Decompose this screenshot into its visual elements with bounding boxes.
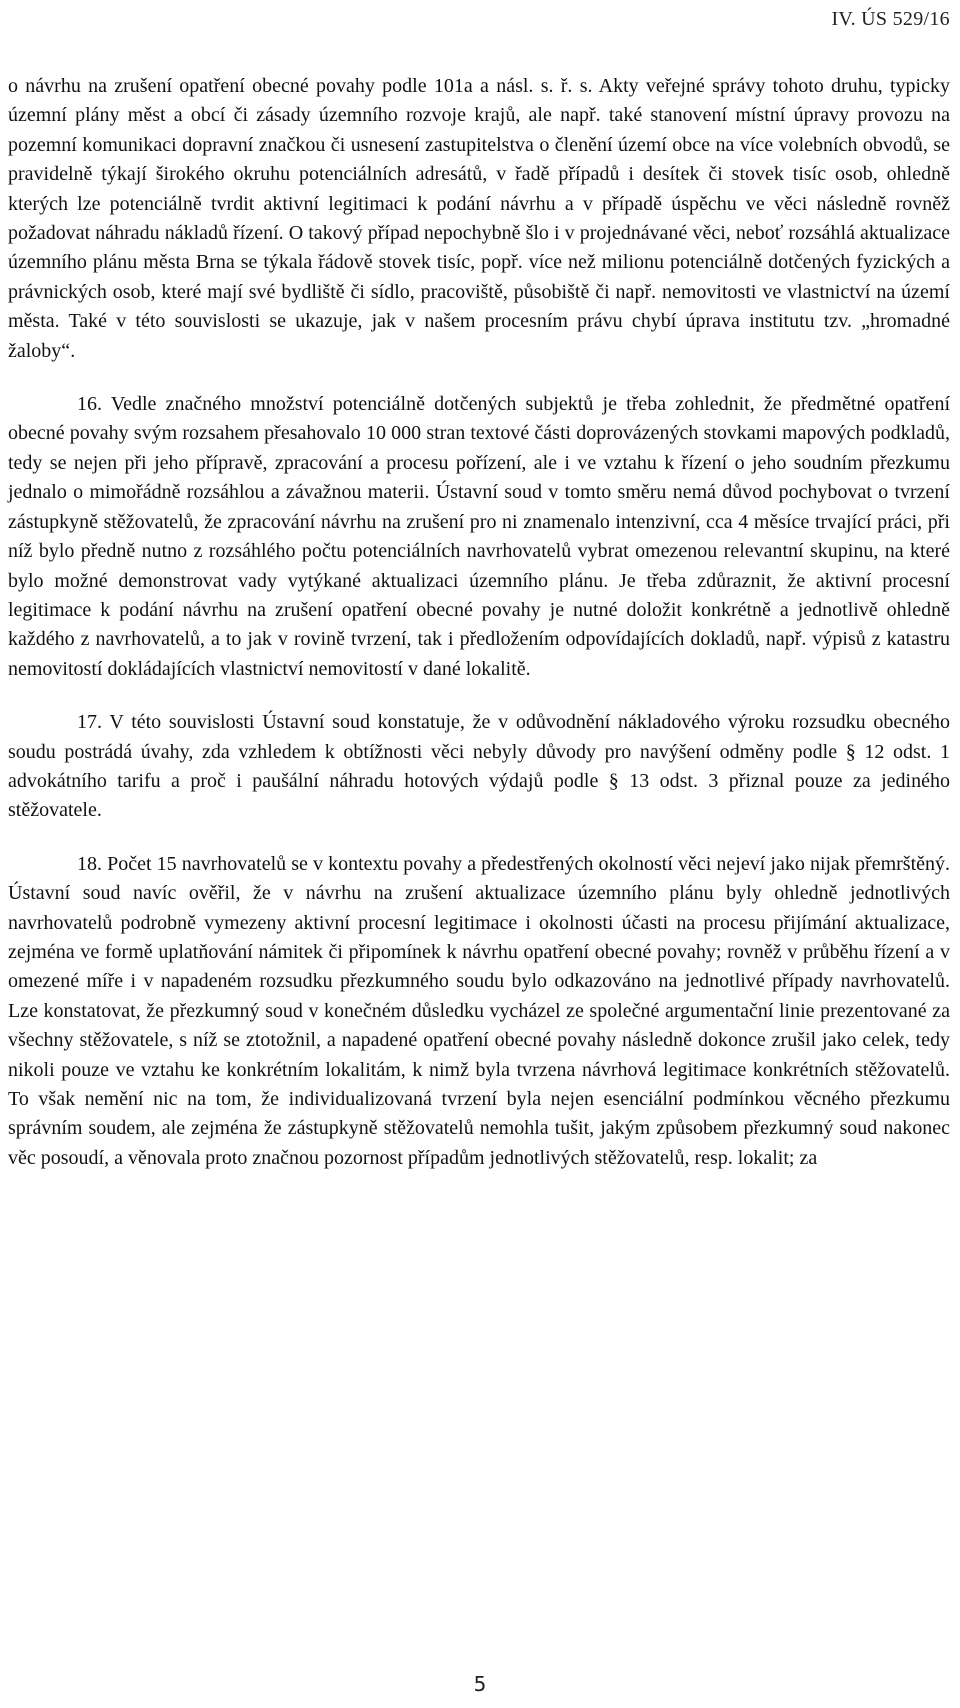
paragraph-spacer [8, 684, 950, 708]
paragraph-text: Vedle značného množství potenciálně dotčených subjektů je třeba zohlednit, že předmětné opatření obecné povahy svým rozsahem přesahovalo 10 000 stran textové části doprovázených stovkami mapových podkladů, tedy se nejen při jeho přípravě, zpracování a procesu pořízení, ale i ve vztahu k řízení o jeho soudním přezkumu jednalo o mimořádně rozsáhlou a závažnou materii. Ústavní soud v tomto směru nemá důvod pochybovat o tvrzení zástupkyně stěžovatelů, že zpracování návrhu na zrušení pro ni znamenalo intenzivní, cca 4 měsíce trvající práci, při níž bylo předně nutno z rozsáhlého počtu potenciálních navrhovatelů vybrat omezenou relevantní skupinu, na které bylo možné demonstrovat vady vytýkané aktualizaci územního plánu. Je třeba zdůraznit, že aktivní procesní legitimace k podání návrhu na zrušení opatření obecné povahy je nutné doložit konkrétně a jednotlivě ohledně každého z navrhovatelů, a to jak v rovině tvrzení, tak i předložením odpovídajících dokladů, např. výpisů z katastru nemovitostí dokládajících vlastnictví nemovitostí v dané lokalitě. [8, 393, 951, 680]
paragraph-text: Počet 15 navrhovatelů se v kontextu povahy a předestřených okolností věci nejeví jako nijak přemrštěný. Ústavní soud navíc ověřil, že v návrhu na zrušení aktualizace územního plánu byly ohledně jednotlivých navrhovatelů podrobně vymezeny aktivní procesní legitimace i okolnosti účasti na procesu přijímání aktualizace, zejména ve formě uplatňování námitek či připomínek k návrhu opatření obecné povahy; rovněž v průběhu řízení a v omezené míře i v napadeném rozsudku přezkumného soudu bylo odkazováno na jednotlivé případy navrhovatelů. Lze konstatovat, že přezkumný soud v konečném důsledku vycházel ze společné argumentační linie prezentované za všechny stěžovatele, s níž se ztotožnil, a napadené opatření obecné povahy následně dokonce zrušil jako celek, tedy nikoli pouze ve vztahu ke konkrétním lokalitám, k nimž byla tvrzena návrhová legitimace konkrétních stěžovatelů. To však nemění nic na tom, že individualizovaná tvrzení byla nejen esenciální podmínkou věcného přezkumu správním soudem, ale zejména že zástupkyně stěžovatelů nemohla tušit, jakým způsobem přezkumný soud nakonec věc posoudí, a věnovala proto značnou pozornost případům jednotlivých stěžovatelů, resp. lokalit; za [8, 852, 951, 1169]
paragraph-number: 17. [77, 711, 102, 734]
paragraph-number: 18. [77, 852, 102, 875]
page-number: 5 [473, 1672, 487, 1696]
paragraph-continuation [8, 72, 950, 366]
document-body [8, 72, 950, 1173]
paragraph-spacer [8, 826, 950, 850]
paragraph-16 [8, 390, 950, 684]
paragraph-text: V této souvislosti Ústavní soud konstatuje, že v odůvodnění nákladového výroku rozsudku obecného soudu postrádá úvahy, zda vzhledem k obtížnosti věci nebyly důvody pro navýšení odměny podle § 12 odst. 1 advokátního tarifu a proč i paušální náhradu hotových výdajů podle § 13 odst. 3 přiznal pouze za jediného stěžovatele. [8, 711, 951, 822]
case-reference-header: IV. ÚS 529/16 [831, 8, 950, 30]
paragraph-17 [8, 708, 950, 826]
paragraph-number: 16. [77, 393, 102, 416]
paragraph-18 [8, 850, 950, 1173]
paragraph-spacer [8, 366, 950, 390]
paragraph-text: o návrhu na zrušení opatření obecné povahy podle 101a a násl. s. ř. s. Akty veřejné správy tohoto druhu, typicky územní plány měst a obcí či zásady územního rozvoje krajů, ale např. také stanovení místní úpravy provozu na pozemní komunikaci dopravní značkou či usnesení zastupitelstva o členění území obce na více volebních obvodů, se pravidelně týkají širokého okruhu potenciálních adresátů, v řadě případů i desítek či stovek tisíc osob, ohledně kterých lze potenciálně tvrdit aktivní legitimaci k podání návrhu a v případě úspěchu ve věci následně rovněž požadovat náhradu nákladů řízení. O takový případ nepochybně šlo i v projednávané věci, neboť rozsáhlá aktualizace územního plánu města Brna se týkala řádově stovek tisíc, popř. více než milionu potenciálně dotčených fyzických a právnických osob, které mají své bydliště či sídlo, pracoviště, působiště či např. nemovitosti ve vlastnictví na území města. Také v této souvislosti se ukazuje, jak v našem procesním právu chybí úprava institutu tzv. „hromadné žaloby“. [8, 75, 950, 362]
